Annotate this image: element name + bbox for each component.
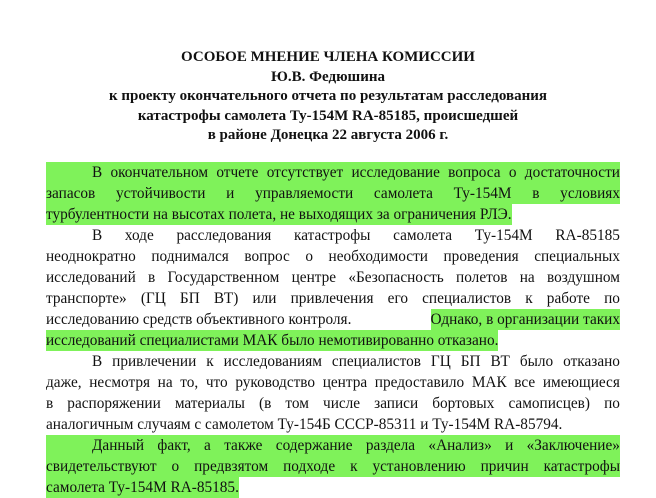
- paragraph-1-line-1: В окончательном отчете отсутствует исследование вопроса о достаточности: [46, 162, 620, 183]
- paragraph-3-line-1: В привлечении к исследованиям специалистов ГЦ БП ВТ было отказано: [92, 353, 620, 370]
- highlighted-text: самолета Ту-154М RA-85185.: [46, 479, 239, 496]
- highlighted-text: Однако, в организации таких: [430, 311, 620, 328]
- plain-text: исследованию средств объективного контроля.: [46, 311, 352, 328]
- title-line-1: ОСОБОЕ МНЕНИЕ ЧЛЕНА КОМИССИИ: [181, 49, 475, 65]
- paragraph-1-line-3: [46, 204, 620, 225]
- paragraph-3-line-2: даже, несмотря на то, что руководство центра предоставило МАК все имеющиеся: [46, 374, 620, 391]
- title-line-5: в районе Донецка 22 августа 2006 г.: [207, 127, 449, 143]
- paragraph-2-line-6: [46, 330, 620, 351]
- paragraph-3-line-3: в распоряжении материалы (в том числе записи бортовых самописцев) по: [46, 395, 620, 412]
- paragraph-2-line-1: В ходе расследования катастрофы самолета Ту-154М RA-85185: [92, 227, 620, 244]
- paragraph-2-line-5: [46, 309, 620, 330]
- document-title: [0, 48, 656, 146]
- paragraph-2-line-2: неоднократно поднимался вопрос о необходимости проведения специальных: [46, 248, 620, 265]
- title-line-3: к проекту окончательного отчета по результатам расследования: [109, 88, 547, 104]
- paragraph-3-line-4: аналогичным случаям с самолетом Ту-154Б СССР-85311 и Ту-154М RA-85794.: [46, 416, 563, 433]
- paragraph-1-line-2: запасов устойчивости и управляемости самолета Ту-154М в условиях: [46, 185, 620, 202]
- paragraph-4-line-3: [46, 477, 620, 498]
- document-body: [46, 162, 620, 498]
- title-line-4: катастрофы самолета Ту-154М RA-85185, происшедшей: [137, 107, 519, 124]
- paragraph-4-line-1: Данный факт, а также содержание раздела «Анализ» и «Заключение»: [46, 435, 620, 456]
- highlighted-text: турбулентности на высотах полета, не выходящих за ограничения РЛЭ.: [46, 206, 512, 223]
- highlighted-text: исследований специалистами МАК было немотивированно отказано.: [46, 332, 499, 349]
- paragraph-2-line-3: исследований в Государственном центре «Безопасность полетов на воздушном: [46, 269, 620, 286]
- title-line-2: Ю.В. Федюшина: [271, 68, 385, 85]
- paragraph-2-line-4: транспорте» (ГЦ БП ВТ) или привлечения его специалистов к работе по: [46, 290, 620, 307]
- paragraph-4-line-2: свидетельствуют о предвзятом подходе к установлению причин катастрофы: [46, 458, 620, 475]
